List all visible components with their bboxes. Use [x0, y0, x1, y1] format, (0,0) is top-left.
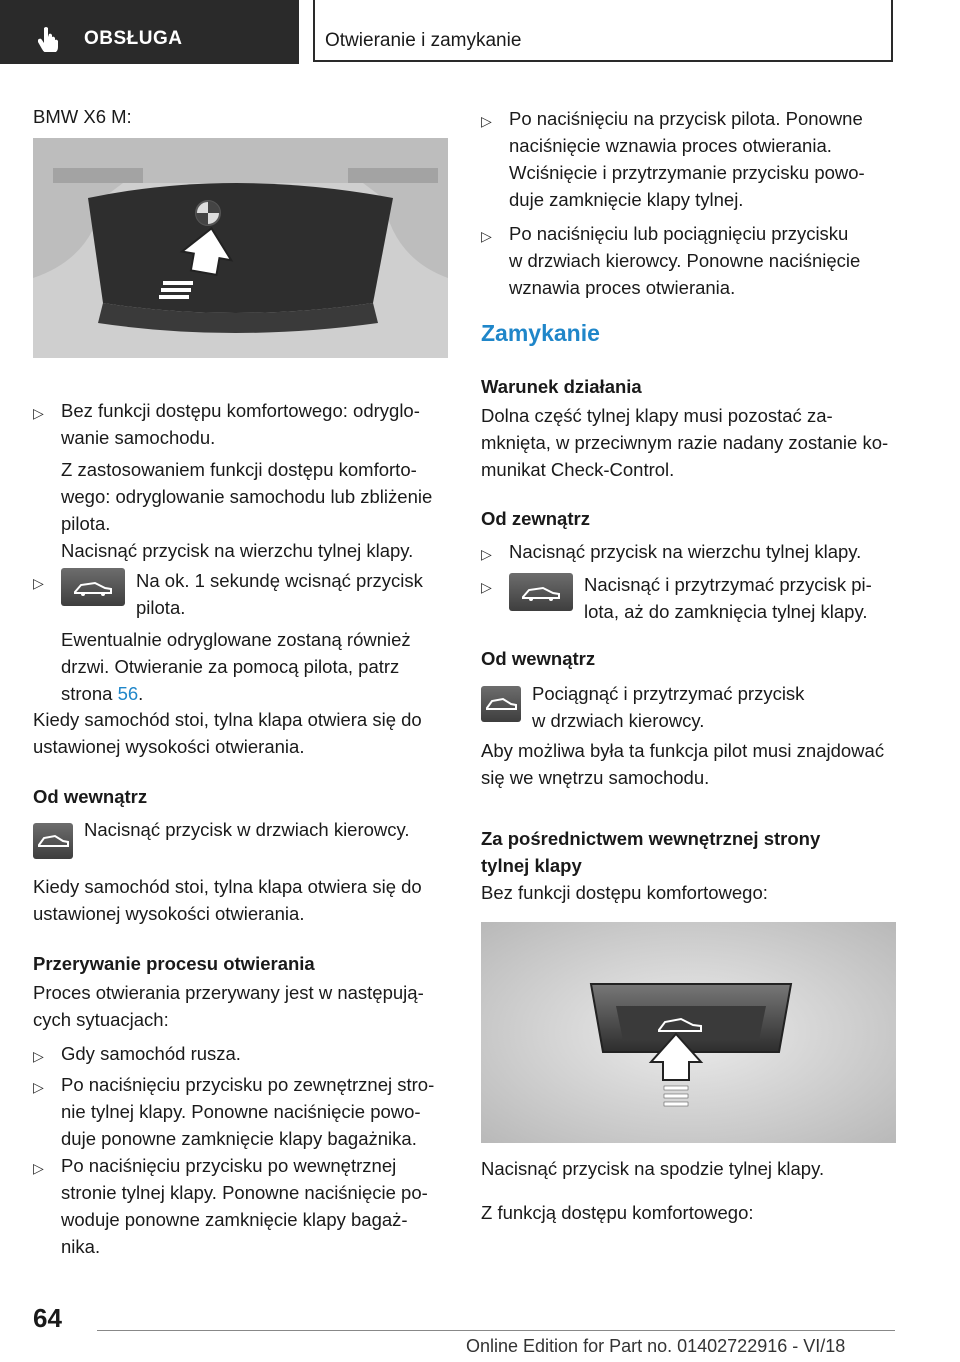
page-number: 64 [33, 1303, 62, 1333]
bullet-icon: ▷ [481, 546, 492, 562]
bullet-icon: ▷ [33, 1048, 44, 1064]
section-tab [0, 0, 299, 64]
subheading: Warunek działania [481, 376, 642, 397]
subheading: Od zewnątrz [481, 508, 590, 529]
bullet-text: Po naciśnięciu na przycisk pilota. Ponowne naciśnięcie wznawia proces otwierania. [509, 108, 863, 156]
model-label: BMW X6 M: [33, 106, 132, 127]
bullet-text: Gdy samochód rusza. [61, 1043, 241, 1064]
paragraph: Dolna część tylnej klapy musi pozostać za- mknięta, w przeciwnym razie nadany zostanie ko- munikat Check-Control. [481, 405, 889, 480]
section-heading: Zamykanie [481, 320, 600, 346]
door-tailgate-button-icon [33, 823, 73, 859]
bullet-continuation: Nacisnąć przycisk na wierzchu tylnej klapy. [61, 540, 414, 561]
bullet-text: Bez funkcji dostępu komfortowego: odryglo- wanie samochodu. [61, 400, 420, 448]
reference-end: . [138, 683, 144, 704]
bullet-icon: ▷ [33, 575, 44, 591]
door-tailgate-button-icon [481, 686, 521, 722]
bullet-continuation: Z zastosowaniem funkcji dostępu komforto- wego: odryglowanie samochodu lub zbliżenie pilota. [61, 459, 433, 534]
subheading: Przerywanie procesu otwierania [33, 953, 315, 974]
bullet-text: Po naciśnięciu lub pociągnięciu przycisku w drzwiach kierowcy. Ponowne naciśnięcie wznawia proces otwierania. [509, 223, 861, 298]
tailgate-button-photo [481, 922, 896, 1143]
hand-icon [38, 26, 60, 52]
tailgate-photo [33, 138, 448, 358]
chapter-title: Otwieranie i zamykanie [325, 30, 522, 51]
bullet-continuation: Wciśnięcie i przytrzymanie przycisku powo- duje zamknięcie klapy tylnej. [509, 162, 865, 210]
paragraph: Pociągnąć i przytrzymać przycisk w drzwiach kierowcy. [532, 683, 805, 731]
paragraph: Nacisnąć przycisk w drzwiach kierowcy. [84, 819, 410, 840]
paragraph: Nacisnąć przycisk na spodzie tylnej klapy. [481, 1158, 825, 1179]
tailgate-button-illustration [481, 922, 896, 1143]
reference-text: Ewentualnie odryglowane zostaną również drzwi. Otwieranie za pomocą pilota, patrz strona [61, 629, 411, 704]
bullet-icon: ▷ [33, 405, 44, 421]
subheading: Od wewnątrz [33, 786, 148, 807]
bullet-text: Nacisnąć i przytrzymać przycisk pi- lota, aż do zamknięcia tylnej klapy. [584, 574, 872, 622]
paragraph: Z funkcją dostępu komfortowego: [481, 1202, 754, 1223]
footer-rule [97, 1330, 895, 1331]
edition-label: Online Edition for Part no. 01402722916 - VI/18 [466, 1336, 846, 1356]
paragraph: Kiedy samochód stoi, tylna klapa otwiera się do ustawionej wysokości otwierania. [33, 876, 422, 924]
chapter-header [313, 0, 893, 62]
car-rear-illustration [33, 138, 448, 358]
paragraph: Aby możliwa była ta funkcja pilot musi znajdować się we wnętrzu samochodu. [481, 740, 885, 788]
paragraph: Bez funkcji dostępu komfortowego: [481, 882, 768, 903]
bullet-icon: ▷ [481, 228, 492, 244]
bullet-text: Nacisnąć przycisk na wierzchu tylnej klapy. [509, 541, 862, 562]
bullet-continuation [61, 626, 448, 707]
bullet-icon: ▷ [33, 1079, 44, 1095]
bullet-text: Po naciśnięciu przycisku po zewnętrznej stro- nie tylnej klapy. Ponowne naciśnięcie powo- duje ponowne zamknięcie klapy bagażnika. [61, 1074, 435, 1149]
bullet-icon: ▷ [33, 1160, 44, 1176]
bullet-icon: ▷ [481, 579, 492, 595]
paragraph: Proces otwierania przerywany jest w następują- cych sytuacjach: [33, 982, 424, 1030]
subheading: Za pośrednictwem wewnętrznej strony tylnej klapy [481, 828, 821, 876]
bullet-text: Na ok. 1 sekundę wcisnąć przycisk pilota. [136, 570, 423, 618]
page-link[interactable]: 56 [117, 683, 139, 704]
bullet-text: Po naciśnięciu przycisku po wewnętrznej stronie tylnej klapy. Ponowne naciśnięcie po- woduje ponowne zamknięcie klapy bagaż- nika. [61, 1155, 428, 1257]
remote-tailgate-button-icon [509, 573, 573, 611]
bullet-icon: ▷ [481, 113, 492, 129]
remote-tailgate-button-icon [61, 568, 125, 606]
paragraph: Kiedy samochód stoi, tylna klapa otwiera się do ustawionej wysokości otwierania. [33, 709, 422, 757]
subheading: Od wewnątrz [481, 648, 596, 669]
section-label: OBSŁUGA [84, 28, 183, 49]
